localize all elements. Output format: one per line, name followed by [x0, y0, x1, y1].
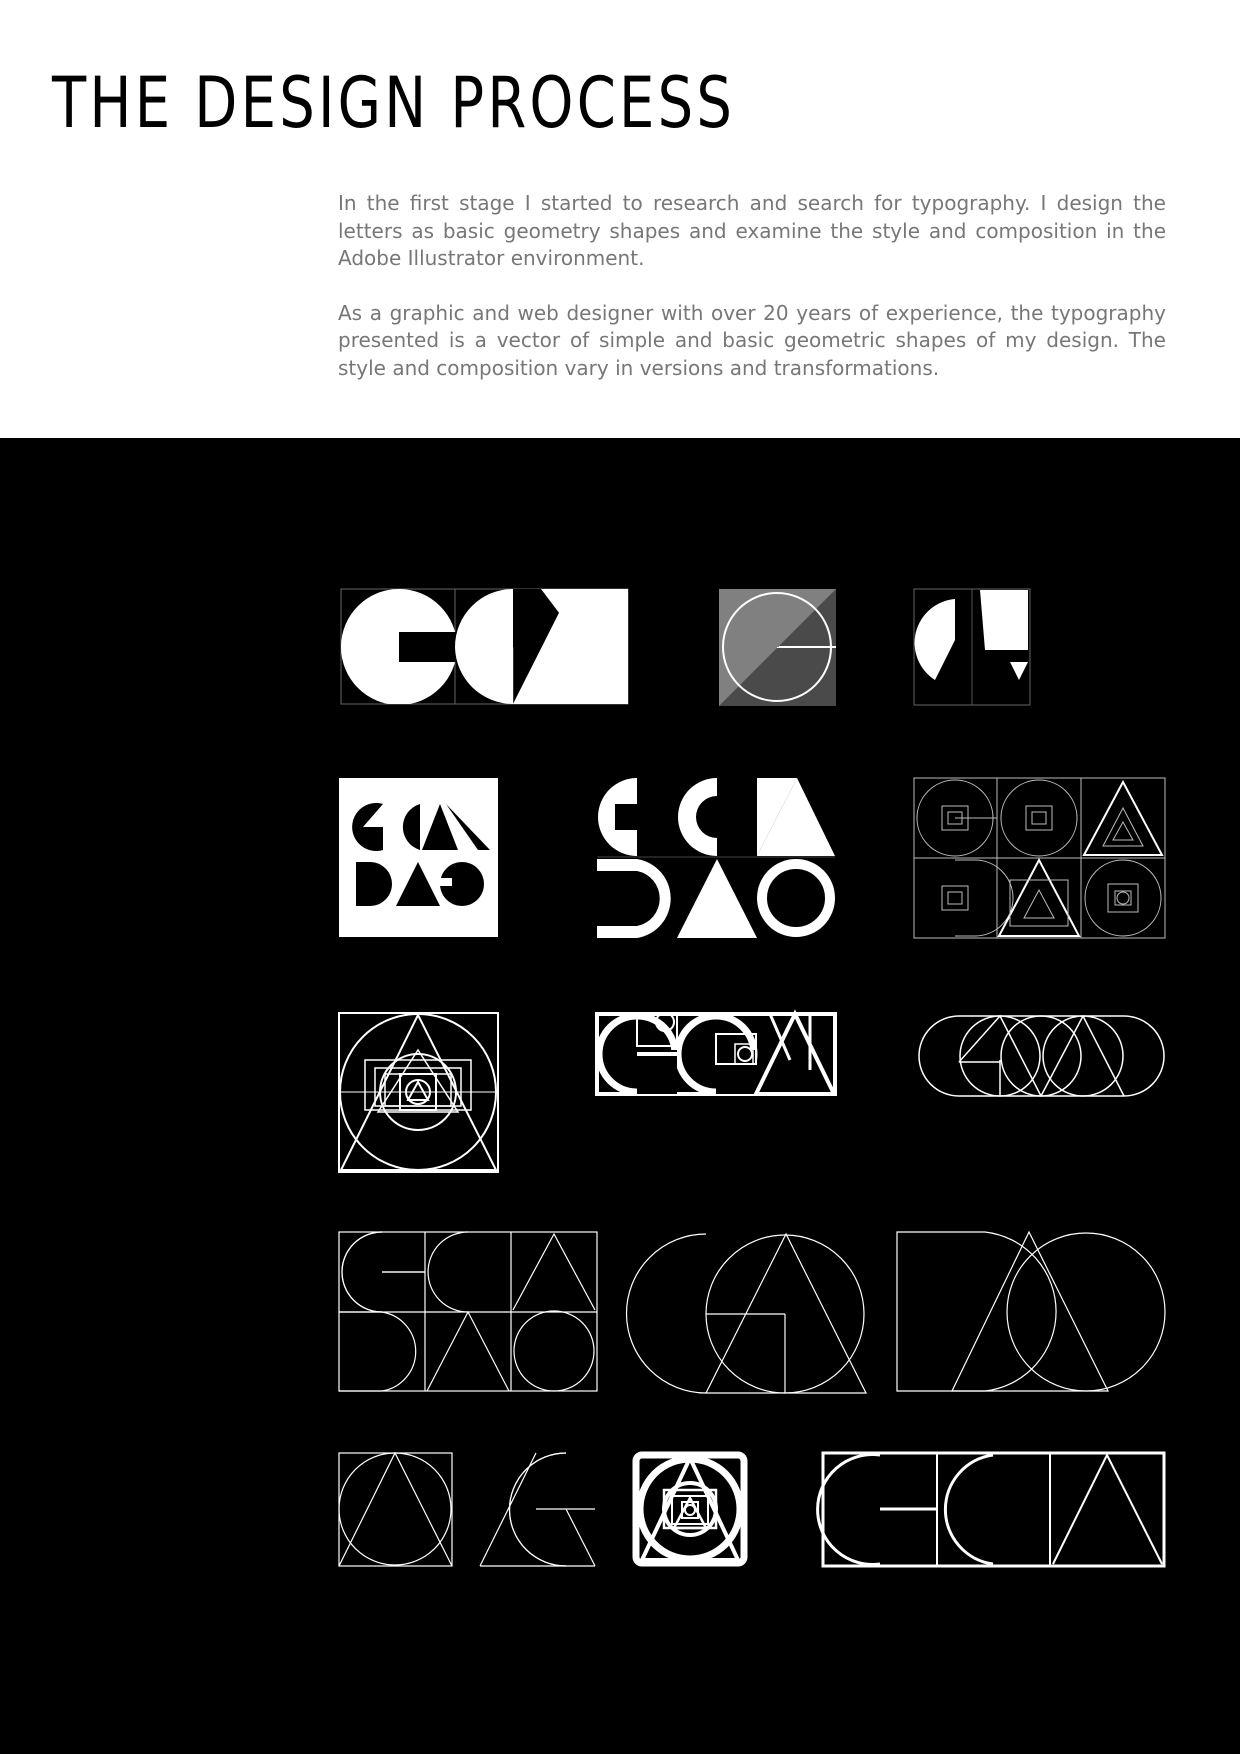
- typography-artwork: [0, 438, 1240, 1754]
- gca-outline-bold-logo: [597, 1013, 835, 1094]
- dao-overlap-outline-logo: [897, 1232, 1165, 1391]
- a-outline-logo: [339, 1453, 452, 1566]
- gcadao-grid-outline-logo: [339, 1232, 597, 1391]
- letter-grid-outline-logo: [914, 778, 1165, 938]
- gcadao-white-box-logo: [339, 778, 498, 937]
- ga-black-logo: [914, 589, 1030, 705]
- concentric-geometry-logo: [339, 1013, 498, 1172]
- header-section: [0, 0, 1240, 438]
- bold-concentric-logo: [636, 1455, 744, 1563]
- intro-text: [338, 190, 1166, 409]
- gcadao-solid-shapes: [597, 778, 835, 938]
- gado-capsule-outline-logo: [919, 1016, 1164, 1096]
- gca-large-outline-logo: [818, 1453, 1164, 1566]
- intro-paragraph-1: In the first stage I started to research and search for typography. I design the letters as basic geometry shapes and examine the style and composition in the Adobe Illustrator environment.: [338, 191, 1166, 270]
- ga-large-outline-logo: [627, 1234, 866, 1393]
- gca-solid-logo: [341, 589, 628, 705]
- artwork-section: [0, 438, 1240, 1754]
- page-title: THE DESIGN PROCESS: [52, 62, 736, 144]
- g-outline-logo: [480, 1453, 595, 1566]
- intro-paragraph-2: As a graphic and web designer with over 20 years of experience, the typography presented is a vector of simple and basic geometric shapes of my design. The style and composition vary in versions and transformations.: [338, 300, 1166, 380]
- g-grey-logo: [719, 589, 836, 706]
